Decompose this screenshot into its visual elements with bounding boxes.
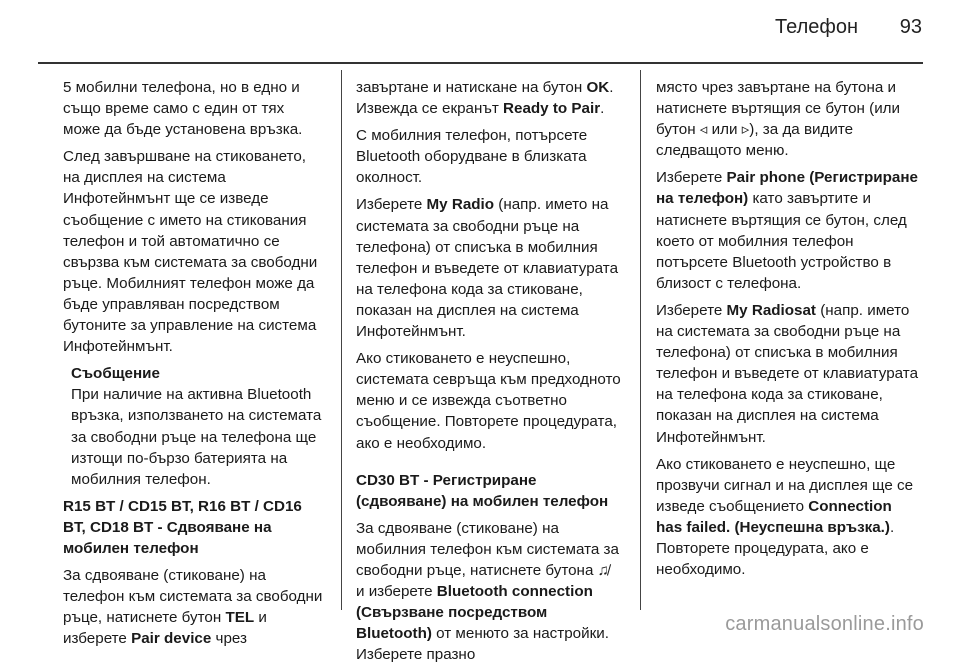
device-name: My Radiosat bbox=[726, 301, 816, 319]
paragraph: място чрез завъртане на бутона и натиснете въртящия се бутон (или бутон ◃ или ▹), за да видите следващото меню. bbox=[656, 79, 901, 160]
note-title: Съобщение bbox=[71, 365, 160, 383]
paragraph: 5 мобилни телефона, но в едно и също време само с един от тях може да бъде установена връзка. bbox=[63, 79, 303, 139]
menu-item-name: Pair device bbox=[131, 630, 212, 648]
device-name: My Radio bbox=[426, 196, 495, 214]
paragraph: Ако стиковането е неуспешно, системата севръща към предходното меню и се извежда съответно съобщение. Повторете процедурата, ако е необходимо. bbox=[356, 350, 621, 452]
paragraph: След завършване на стиковането, на дисплея на система Инфотейнмънт ще се изведе съобщение с името на стикования телефон и той автоматично се свързва към системата за свободни ръце. Мобилният телефон може да бъде управляван посредством бутоните за управление на система Инфотейнмънт. bbox=[63, 148, 318, 356]
column-3 bbox=[656, 77, 921, 586]
paragraph: За сдвояване (стиковане) на телефон към системата за свободни ръце, натиснете бутон TEL и изберете Pair device чрез bbox=[63, 567, 323, 648]
column-1 bbox=[63, 77, 325, 655]
note-text: При наличие на активна Bluetooth връзка, използването на системата за свободни ръце на телефона ще изтощи по-бързо батерията на мобилния телефон. bbox=[71, 386, 322, 488]
paragraph: С мобилния телефон, потърсете Bluetooth оборудване в близката околност. bbox=[356, 127, 588, 187]
column-2 bbox=[356, 77, 621, 671]
paragraph: завъртане и натискане на бутон OK. Извежда се екранът Ready to Pair. bbox=[356, 79, 614, 118]
watermark: carmanualsonline.info bbox=[725, 613, 924, 635]
error-message: Connection has failed. (Неуспешна връзка.) bbox=[656, 497, 892, 536]
paragraph: Ако стиковането е неуспешно, ще прозвучи сигнал и на дисплея ще се изведе съобщението Connection has failed. (Неуспешна връзка.). Повторете процедурата, ако е необходимо. bbox=[656, 455, 914, 579]
menu-item-name: Pair phone (Регистриране на телефон) bbox=[656, 169, 918, 208]
button-name: OK bbox=[586, 79, 610, 96]
paragraph: За сдвояване (стиковане) на мобилния телефон към системата за свободни ръце, натиснете бутона ♫̸ и изберете Bluetooth connection (Свързване посредством Bluetooth) от менюто за настройки. Изберете празно bbox=[356, 519, 619, 664]
menu-item-name: Bluetooth connection (Свързване посредством Bluetooth) bbox=[356, 583, 593, 643]
column-divider-2 bbox=[640, 70, 641, 610]
section-heading: R15 BT / CD15 BT, R16 BT / CD16 BT, CD18 BT - Сдвояване на мобилен телефон bbox=[63, 497, 302, 557]
phone-settings-icon: ♫̸ bbox=[597, 561, 610, 579]
column-divider-1 bbox=[341, 70, 342, 610]
button-name: TEL bbox=[225, 609, 255, 627]
paragraph: Изберете My Radio (напр. името на системата за свободни ръце на телефона) от списъка в мобилния телефон и въведете от клавиатурата на телефона кода за стиковане, показан на дисплея на система Инфотейнмънт. bbox=[356, 196, 619, 341]
section-heading: CD30 BT - Регистриране (сдвояване) на мобилен телефон bbox=[356, 471, 609, 510]
paragraph: Изберете My Radiosat (напр. името на системата за свободни ръце на телефона) от списъка в мобилния телефон и въведете от клавиатурата на телефона кода за стиковане, показан на дисплея на система Инфотейнмънт. bbox=[656, 301, 919, 446]
screen-name: Ready to Pair bbox=[503, 100, 601, 118]
paragraph: Изберете Pair phone (Регистриране на телефон) като завъртите и натиснете въртящия се бутон, след което от мобилния телефон потърсете Bluetooth устройство в близост с телефона. bbox=[656, 169, 918, 292]
page-header bbox=[0, 0, 960, 62]
header-rule bbox=[38, 62, 923, 64]
page-number: 93 bbox=[899, 16, 922, 38]
note-box bbox=[71, 363, 325, 490]
section-title: Телефон bbox=[775, 16, 858, 38]
